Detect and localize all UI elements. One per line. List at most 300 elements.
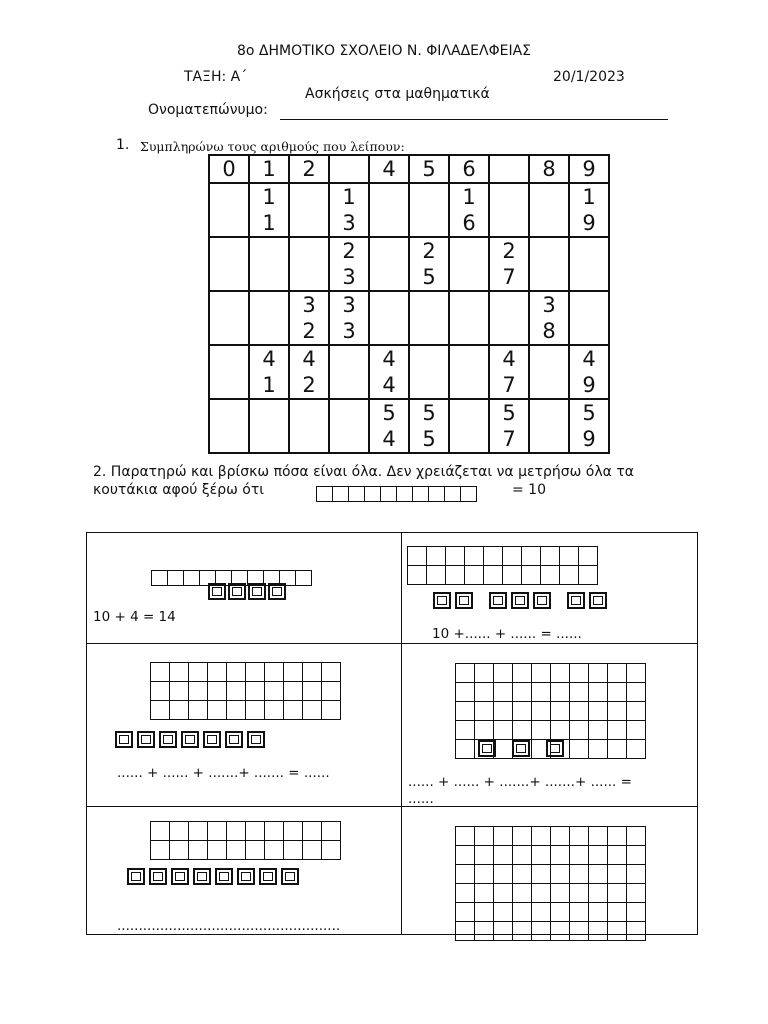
block-cell [474, 845, 494, 865]
block-cell [151, 570, 168, 586]
block-cell [521, 565, 541, 585]
block-cell [169, 821, 189, 841]
grid-cell-empty[interactable] [209, 183, 249, 237]
block-cell [207, 681, 227, 701]
block-cell [444, 486, 461, 502]
block-cell [207, 662, 227, 682]
block-cell [474, 663, 494, 683]
ten-grid [151, 822, 341, 860]
block-cell [188, 821, 208, 841]
unit-block [237, 868, 255, 885]
block-cell [569, 682, 589, 702]
block-cell [493, 883, 513, 903]
divider-horizontal-1 [86, 643, 698, 644]
block-cell [607, 663, 627, 683]
block-cell [150, 821, 170, 841]
block-cell [169, 700, 189, 720]
block-cell [626, 921, 646, 941]
block-cell [493, 902, 513, 922]
block-cell [607, 720, 627, 740]
block-cell [550, 826, 570, 846]
grid-cell-empty[interactable] [289, 237, 329, 291]
block-cell [531, 701, 551, 721]
grid-cell-empty[interactable] [329, 155, 369, 183]
unit-block [247, 731, 265, 748]
block-cell [412, 486, 429, 502]
cell3-equation[interactable]: ...... + ...... + .......+ ....... = ...... [117, 765, 330, 781]
block-cell [407, 546, 427, 566]
grid-cell: 6 [449, 155, 489, 183]
block-cell [493, 826, 513, 846]
block-cell [455, 845, 475, 865]
block-cell [474, 921, 494, 941]
cell4-equation-line2[interactable]: ...... [408, 791, 434, 807]
grid-cell-empty[interactable] [209, 237, 249, 291]
unit-block [208, 583, 226, 600]
block-cell [550, 902, 570, 922]
block-cell [531, 883, 551, 903]
grid-cell-empty[interactable] [529, 183, 569, 237]
grid-cell: 4 [369, 155, 409, 183]
block-cell [455, 883, 475, 903]
unit-block [171, 868, 189, 885]
block-cell [188, 662, 208, 682]
block-cell [474, 902, 494, 922]
block-cell [474, 701, 494, 721]
unit-block [546, 740, 564, 757]
block-cell [245, 662, 265, 682]
grid-cell: 2 [289, 155, 329, 183]
block-cell [588, 701, 608, 721]
block-cell [426, 565, 446, 585]
unit-block [268, 583, 286, 600]
block-cell [626, 845, 646, 865]
grid-cell: 9 [569, 155, 609, 183]
unit-block [137, 731, 155, 748]
grid-cell: 5 4 [369, 399, 409, 453]
grid-cell-empty[interactable] [489, 183, 529, 237]
block-cell [226, 681, 246, 701]
grid-cell-empty[interactable] [489, 155, 529, 183]
block-cell [302, 700, 322, 720]
grid-row [209, 399, 609, 453]
exercise1-instruction: Συμπληρώνω τους αριθμούς που λείπουν: [140, 139, 405, 154]
unit-block [478, 740, 496, 757]
class-label: ΤΑΞΗ: Α΄ [184, 69, 248, 85]
block-cell [493, 864, 513, 884]
grid-cell-empty[interactable] [409, 183, 449, 237]
block-cell [512, 845, 532, 865]
block-cell [283, 840, 303, 860]
block-cell [321, 662, 341, 682]
unit-blocks [127, 868, 299, 885]
block-cell [512, 826, 532, 846]
block-cell [531, 663, 551, 683]
block-cell [245, 821, 265, 841]
ten-grid [151, 663, 341, 720]
block-cell [569, 902, 589, 922]
block-cell [502, 546, 522, 566]
block-cell [460, 486, 477, 502]
block-cell [316, 486, 333, 502]
unit-block [193, 868, 211, 885]
school-title: 8ο ΔΗΜΟΤΙΚΟ ΣΧΟΛΕΙΟ Ν. ΦΙΛΑΔΕΛΦΕΙΑΣ [236, 43, 532, 59]
block-cell [396, 486, 413, 502]
exercise1-number: 1. [116, 137, 130, 153]
block-cell [226, 700, 246, 720]
block-cell [348, 486, 365, 502]
grid-cell-empty[interactable] [209, 345, 249, 399]
grid-cell-empty[interactable] [329, 399, 369, 453]
unit-block [127, 868, 145, 885]
block-cell [426, 546, 446, 566]
block-cell [295, 570, 312, 586]
grid-row [209, 237, 609, 291]
ten-strip-example [316, 486, 477, 502]
block-cell [550, 720, 570, 740]
block-cell [607, 864, 627, 884]
cell5-answer-line[interactable]: .................................................... [117, 918, 341, 934]
block-cell [588, 845, 608, 865]
block-cell [493, 845, 513, 865]
block-cell [226, 821, 246, 841]
block-cell [626, 864, 646, 884]
block-cell [474, 864, 494, 884]
block-cell [483, 546, 503, 566]
block-cell [483, 565, 503, 585]
grid-cell: 5 [409, 155, 449, 183]
grid-cell: 4 7 [489, 345, 529, 399]
block-cell [512, 663, 532, 683]
unit-blocks [433, 592, 607, 609]
unit-block [567, 592, 585, 609]
grid-row [209, 183, 609, 237]
block-cell [226, 840, 246, 860]
block-cell [455, 720, 475, 740]
block-cell [512, 902, 532, 922]
block-cell [569, 883, 589, 903]
block-cell [321, 840, 341, 860]
grid-cell-empty[interactable] [449, 345, 489, 399]
grid-cell-empty[interactable] [249, 291, 289, 345]
grid-cell-empty[interactable] [249, 237, 289, 291]
block-cell [512, 921, 532, 941]
block-cell [207, 821, 227, 841]
block-cell [588, 864, 608, 884]
block-cell [588, 739, 608, 759]
block-cell [428, 486, 445, 502]
block-cell [188, 681, 208, 701]
block-cell [474, 826, 494, 846]
grid-cell: 5 9 [569, 399, 609, 453]
grid-row [209, 291, 609, 345]
grid-cell-empty[interactable] [249, 399, 289, 453]
block-cell [493, 921, 513, 941]
block-cell [150, 700, 170, 720]
exercise2-line1: 2. Παρατηρώ και βρίσκω πόσα είναι όλα. Δεν χρειάζεται να μετρήσω όλα τα [93, 464, 634, 480]
block-cell [540, 546, 560, 566]
unit-block [149, 868, 167, 885]
grid-cell-empty[interactable] [409, 291, 449, 345]
grid-cell: 1 3 [329, 183, 369, 237]
divider-horizontal-2 [86, 806, 698, 807]
block-cell [607, 921, 627, 941]
block-cell [364, 486, 381, 502]
block-cell [578, 546, 598, 566]
block-cell [302, 821, 322, 841]
block-cell [512, 701, 532, 721]
subject-title: Ασκήσεις στα μαθηματικά [305, 86, 490, 102]
unit-block [259, 868, 277, 885]
grid-cell-empty[interactable] [449, 237, 489, 291]
block-cell [512, 682, 532, 702]
block-cell [150, 662, 170, 682]
grid-row [209, 345, 609, 399]
block-cell [493, 663, 513, 683]
grid-row [209, 155, 609, 183]
unit-block [533, 592, 551, 609]
unit-block [215, 868, 233, 885]
block-cell [464, 546, 484, 566]
block-cell [493, 701, 513, 721]
block-cell [493, 682, 513, 702]
block-cell [445, 565, 465, 585]
block-cell [578, 565, 598, 585]
unit-block [281, 868, 299, 885]
block-cell [588, 921, 608, 941]
name-label: Ονοματεπώνυμο: [148, 102, 268, 118]
block-cell [474, 720, 494, 740]
block-cell [569, 845, 589, 865]
block-cell [626, 883, 646, 903]
block-cell [607, 826, 627, 846]
block-cell [302, 681, 322, 701]
grid-cell: 3 8 [529, 291, 569, 345]
block-cell [283, 662, 303, 682]
cell4-equation-line1[interactable]: ...... + ...... + .......+ .......+ ...... = [408, 774, 632, 790]
cell1-equation: 10 + 4 = 14 [93, 609, 176, 625]
block-cell [607, 883, 627, 903]
block-cell [169, 840, 189, 860]
block-cell [321, 681, 341, 701]
unit-block [228, 583, 246, 600]
block-cell [245, 681, 265, 701]
block-cell [550, 845, 570, 865]
unit-block [203, 731, 221, 748]
block-cell [302, 662, 322, 682]
block-cell [445, 546, 465, 566]
block-cell [588, 826, 608, 846]
grid-cell: 8 [529, 155, 569, 183]
grid-cell: 3 3 [329, 291, 369, 345]
block-cell [550, 883, 570, 903]
block-cell [550, 921, 570, 941]
block-cell [531, 864, 551, 884]
block-cell [607, 902, 627, 922]
block-cell [407, 565, 427, 585]
block-cell [512, 720, 532, 740]
unit-block [511, 592, 529, 609]
number-grid [208, 154, 610, 454]
block-cell [245, 700, 265, 720]
block-cell [550, 701, 570, 721]
block-cell [150, 840, 170, 860]
block-cell [569, 701, 589, 721]
block-cell [283, 821, 303, 841]
grid-cell-empty[interactable] [369, 291, 409, 345]
block-cell [626, 902, 646, 922]
block-cell [283, 700, 303, 720]
block-cell [531, 845, 551, 865]
unit-block [489, 592, 507, 609]
block-cell [607, 701, 627, 721]
block-cell [588, 902, 608, 922]
block-cell [512, 864, 532, 884]
block-cell [264, 700, 284, 720]
block-cell [455, 826, 475, 846]
block-cell [183, 570, 200, 586]
grid-cell: 2 7 [489, 237, 529, 291]
block-cell [474, 883, 494, 903]
block-cell [588, 883, 608, 903]
cell2-equation[interactable]: 10 +...... + ...... = ...... [432, 626, 582, 642]
block-cell [474, 682, 494, 702]
grid-cell: 4 1 [249, 345, 289, 399]
grid-cell: 1 6 [449, 183, 489, 237]
grid-cell: 1 1 [249, 183, 289, 237]
block-cell [550, 864, 570, 884]
block-cell [455, 864, 475, 884]
block-cell [493, 720, 513, 740]
grid-cell-empty[interactable] [289, 399, 329, 453]
grid-cell-empty[interactable] [329, 345, 369, 399]
ten-grid [456, 827, 646, 941]
block-cell [321, 821, 341, 841]
block-cell [569, 663, 589, 683]
block-cell [455, 902, 475, 922]
grid-cell: 0 [209, 155, 249, 183]
grid-cell-empty[interactable] [489, 291, 529, 345]
block-cell [464, 565, 484, 585]
grid-cell: 2 3 [329, 237, 369, 291]
unit-block [115, 731, 133, 748]
unit-block [248, 583, 266, 600]
block-cell [188, 700, 208, 720]
block-cell [569, 720, 589, 740]
grid-cell: 3 2 [289, 291, 329, 345]
grid-cell: 4 2 [289, 345, 329, 399]
block-cell [283, 681, 303, 701]
grid-cell: 2 5 [409, 237, 449, 291]
ten-grid [408, 547, 598, 585]
grid-cell-empty[interactable] [529, 345, 569, 399]
block-cell [264, 662, 284, 682]
block-cell [302, 840, 322, 860]
grid-cell-empty[interactable] [569, 237, 609, 291]
unit-block [159, 731, 177, 748]
block-cell [245, 840, 265, 860]
unit-block [589, 592, 607, 609]
grid-cell: 1 9 [569, 183, 609, 237]
grid-cell-empty[interactable] [569, 291, 609, 345]
grid-cell-empty[interactable] [529, 237, 569, 291]
block-cell [264, 821, 284, 841]
grid-cell-empty[interactable] [369, 237, 409, 291]
grid-cell-empty[interactable] [529, 399, 569, 453]
block-cell [531, 682, 551, 702]
block-cell [540, 565, 560, 585]
block-cell [626, 720, 646, 740]
block-cell [588, 720, 608, 740]
block-cell [626, 663, 646, 683]
grid-cell-empty[interactable] [209, 291, 249, 345]
exercise2-line2: κουτάκια αφού ξέρω ότι [93, 482, 264, 498]
block-cell [380, 486, 397, 502]
unit-block [433, 592, 451, 609]
block-cell [626, 826, 646, 846]
divider-vertical [401, 532, 402, 935]
block-cell [502, 565, 522, 585]
grid-cell-empty[interactable] [449, 399, 489, 453]
grid-cell-empty[interactable] [289, 183, 329, 237]
block-cell [169, 681, 189, 701]
block-cell [167, 570, 184, 586]
block-cell [531, 826, 551, 846]
block-cell [521, 546, 541, 566]
block-cell [626, 701, 646, 721]
unit-blocks [115, 731, 265, 748]
block-cell [455, 663, 475, 683]
block-cell [512, 883, 532, 903]
block-cell [455, 701, 475, 721]
block-cell [150, 681, 170, 701]
grid-cell: 5 5 [409, 399, 449, 453]
block-cell [607, 739, 627, 759]
grid-cell: 4 4 [369, 345, 409, 399]
block-cell [207, 840, 227, 860]
block-cell [321, 700, 341, 720]
grid-cell-empty[interactable] [209, 399, 249, 453]
block-cell [607, 845, 627, 865]
block-cell [455, 739, 475, 759]
unit-blocks [208, 583, 286, 600]
block-cell [550, 682, 570, 702]
block-cell [455, 921, 475, 941]
equals-ten: = 10 [512, 482, 546, 498]
block-cell [588, 663, 608, 683]
block-cell [626, 739, 646, 759]
block-cell [264, 840, 284, 860]
unit-blocks [478, 740, 564, 757]
grid-cell-empty[interactable] [409, 345, 449, 399]
block-cell [226, 662, 246, 682]
name-blank-line[interactable] [280, 102, 668, 120]
block-cell [531, 921, 551, 941]
block-cell [264, 681, 284, 701]
block-cell [531, 902, 551, 922]
unit-block [512, 740, 530, 757]
block-cell [607, 682, 627, 702]
block-cell [569, 921, 589, 941]
unit-block [455, 592, 473, 609]
grid-cell-empty[interactable] [449, 291, 489, 345]
block-cell [559, 546, 579, 566]
block-cell [569, 864, 589, 884]
block-cell [207, 700, 227, 720]
block-cell [569, 739, 589, 759]
grid-cell-empty[interactable] [369, 183, 409, 237]
block-cell [626, 682, 646, 702]
